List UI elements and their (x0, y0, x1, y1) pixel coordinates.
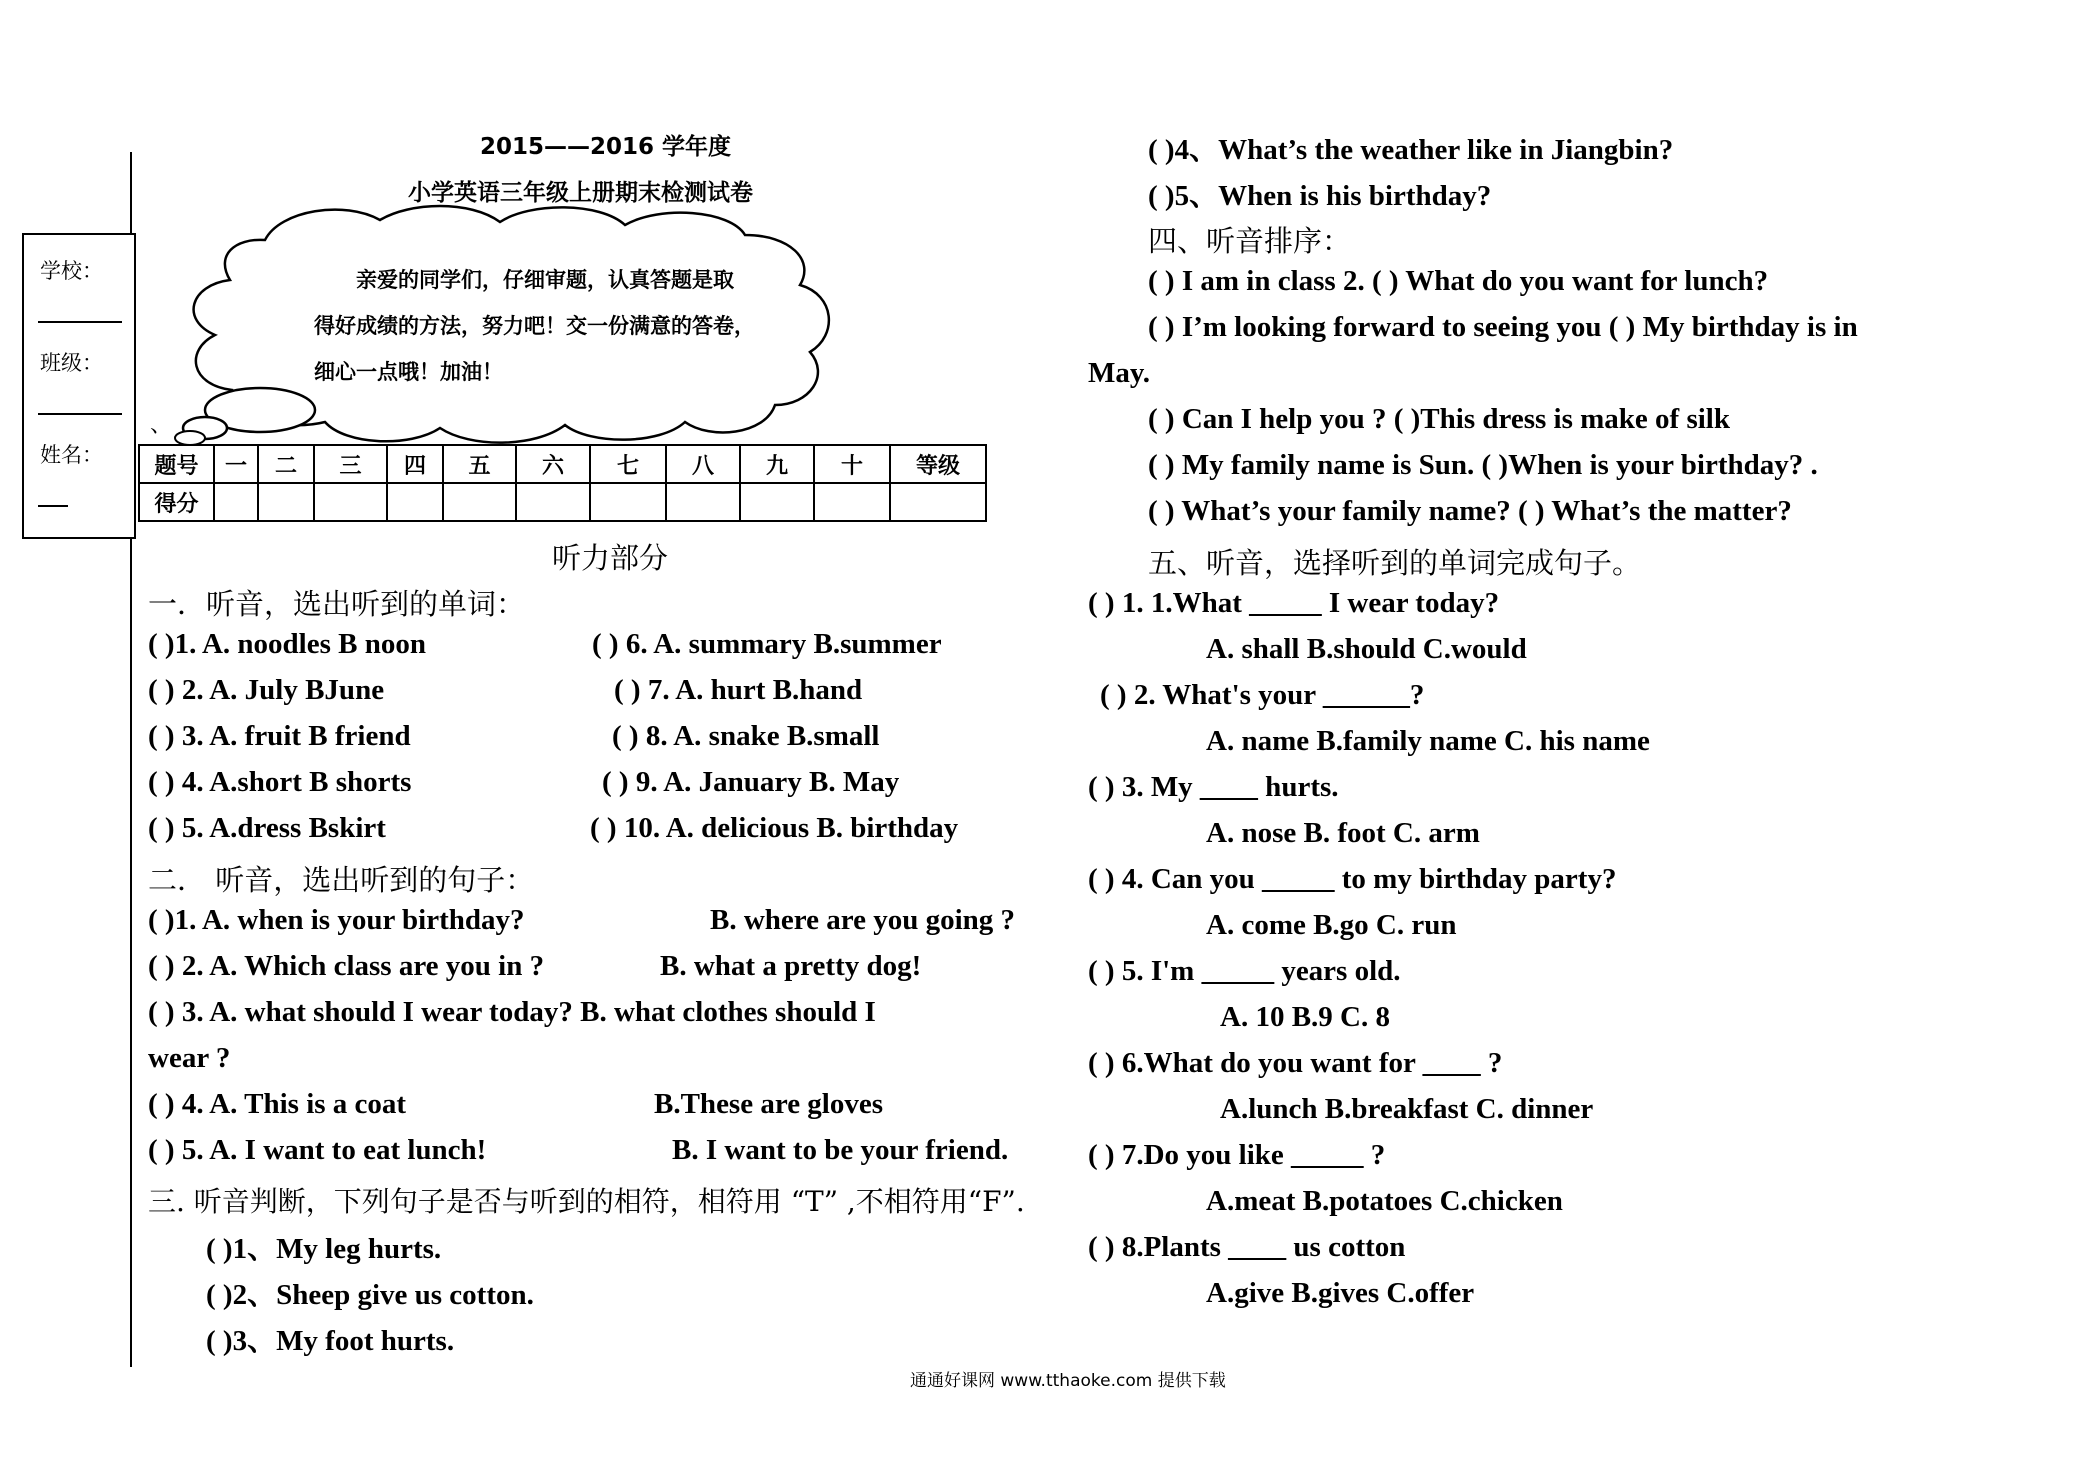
s3-item: ( )2、Sheep give us cotton. (206, 1279, 534, 1311)
school-label: 学校： (40, 259, 103, 283)
footer-source: 通通好课网 www.tthaoke.com 提供下载 (910, 1371, 1226, 1391)
s1-item-right: ( ) 6. A. summary B.summer (592, 628, 942, 660)
s5-question: ( ) 3. My ____ hurts. (1088, 771, 1339, 803)
exam-year: 2015——2016 学年度 (480, 134, 732, 160)
s4-row: ( ) I am in class 2. ( ) What do you want for lunch? (1148, 265, 1769, 297)
s5-options: A. name B.family name C. his name (1206, 725, 1650, 757)
score-cell[interactable] (443, 483, 516, 521)
score-table (138, 444, 987, 522)
s2-item-left: ( ) 2. A. Which class are you in ? (148, 950, 545, 982)
section3-title: 三. 听音判断，下列句子是否与听到的相符，相符用 “T” ,不相符用“F”. (148, 1185, 1025, 1218)
s1-item-right: ( ) 7. A. hurt B.hand (614, 674, 863, 706)
s4-row: ( ) My family name is Sun. ( )When is your birthday? . (1148, 449, 1818, 481)
score-header-cell: 二 (258, 445, 314, 483)
s3-item: ( )5、When is his birthday? (1148, 180, 1492, 212)
score-header-cell: 六 (516, 445, 590, 483)
s5-options: A.give B.gives C.offer (1206, 1277, 1475, 1309)
score-header-cell: 题号 (139, 445, 214, 483)
s5-options: A.meat B.potatoes C.chicken (1206, 1185, 1563, 1217)
s2-item-left: wear ? (148, 1042, 231, 1074)
s5-options: A.lunch B.breakfast C. dinner (1220, 1093, 1594, 1125)
s3-item: ( )3、My foot hurts. (206, 1325, 455, 1357)
score-header-cell: 一 (214, 445, 258, 483)
s3-item: ( )1、My leg hurts. (206, 1233, 442, 1265)
score-cell[interactable] (666, 483, 740, 521)
score-cell[interactable] (314, 483, 387, 521)
s5-options: A. 10 B.9 C. 8 (1220, 1001, 1390, 1033)
s5-question: ( ) 4. Can you _____ to my birthday party? (1088, 863, 1617, 895)
score-cell[interactable] (258, 483, 314, 521)
s5-question: ( ) 2. What's your ______? (1100, 679, 1425, 711)
score-row-label: 得分 (139, 483, 214, 521)
name-label: 姓名： (40, 443, 103, 467)
s2-item-right: B. what a pretty dog! (660, 950, 922, 982)
s5-options: A. shall B.should C.would (1206, 633, 1527, 665)
cloud-line-2: 得好成绩的方法，努力吧！交一份满意的答卷， (314, 314, 755, 338)
s3-item: ( )4、What’s the weather like in Jiangbin? (1148, 134, 1674, 166)
score-header-cell: 等级 (890, 445, 986, 483)
s4-row: ( ) What’s your family name? ( ) What’s the matter? (1148, 495, 1792, 527)
s4-row: May. (1088, 357, 1151, 389)
score-cell[interactable] (387, 483, 443, 521)
score-header-cell: 十 (814, 445, 890, 483)
s5-question: ( ) 5. I'm _____ years old. (1088, 955, 1401, 987)
section1-title: 一．听音，选出听到的单词： (148, 587, 526, 621)
score-cell[interactable] (516, 483, 590, 521)
s5-question: ( ) 7.Do you like _____ ? (1088, 1139, 1386, 1171)
s2-item-left: ( ) 4. A. This is a coat (148, 1088, 407, 1120)
s1-item-left: ( ) 5. A.dress Bskirt (148, 812, 386, 844)
name-blank[interactable] (38, 505, 68, 507)
exam-title: 小学英语三年级上册期末检测试卷 (408, 180, 753, 206)
s5-question: ( ) 6.What do you want for ____ ? (1088, 1047, 1503, 1079)
school-blank[interactable] (38, 321, 122, 323)
section4-title: 四、听音排序： (1148, 224, 1352, 258)
score-header-cell: 八 (666, 445, 740, 483)
score-header-cell: 四 (387, 445, 443, 483)
student-info-box (22, 233, 136, 539)
s2-item-right: B. I want to be your friend. (672, 1134, 1009, 1166)
score-header-cell: 七 (590, 445, 666, 483)
s4-row: ( ) I’m looking forward to seeing you ( ) My birthday is in (1148, 311, 1858, 343)
score-cell[interactable] (890, 483, 986, 521)
s1-item-right: ( ) 9. A. January B. May (602, 766, 900, 798)
s1-item-left: ( ) 2. A. July BJune (148, 674, 385, 706)
s2-item-right: B. where are you going ? (710, 904, 1016, 936)
score-row (139, 483, 986, 521)
s1-item-left: ( )1. A. noodles B noon (148, 628, 426, 660)
score-cell[interactable] (590, 483, 666, 521)
class-blank[interactable] (38, 413, 122, 415)
s5-options: A. come B.go C. run (1206, 909, 1457, 941)
s5-question: ( ) 1. 1.What _____ I wear today? (1088, 587, 1500, 619)
score-cell[interactable] (814, 483, 890, 521)
section2-title: 二． 听音，选出听到的句子： (148, 863, 535, 897)
score-header-cell: 三 (314, 445, 387, 483)
s5-question: ( ) 8.Plants ____ us cotton (1088, 1231, 1406, 1263)
s2-item-left: ( )1. A. when is your birthday? (148, 904, 525, 936)
listening-section-title: 听力部分 (552, 541, 669, 575)
score-header-cell: 五 (443, 445, 516, 483)
s1-item-left: ( ) 3. A. fruit B friend (148, 720, 411, 752)
score-cell[interactable] (740, 483, 814, 521)
stray-mark: 、 (150, 413, 173, 438)
s1-item-left: ( ) 4. A.short B shorts (148, 766, 412, 798)
s2-item-left: ( ) 3. A. what should I wear today? B. what clothes should I (148, 996, 876, 1028)
s2-item-left: ( ) 5. A. I want to eat lunch! (148, 1134, 487, 1166)
cloud-line-1: 亲爱的同学们，仔细审题，认真答题是取 (356, 268, 734, 292)
section5-title: 五、听音，选择听到的单词完成句子。 (1148, 546, 1642, 580)
cloud-line-3: 细心一点哦！加油！ (314, 360, 503, 384)
score-header-row (139, 445, 986, 483)
class-label: 班级： (40, 351, 103, 375)
s2-item-right: B.These are gloves (654, 1088, 884, 1120)
score-header-cell: 九 (740, 445, 814, 483)
s5-options: A. nose B. foot C. arm (1206, 817, 1480, 849)
s1-item-right: ( ) 8. A. snake B.small (612, 720, 880, 752)
s4-row: ( ) Can I help you ? ( )This dress is make of silk (1148, 403, 1730, 435)
score-cell[interactable] (214, 483, 258, 521)
s1-item-right: ( ) 10. A. delicious B. birthday (590, 812, 959, 844)
